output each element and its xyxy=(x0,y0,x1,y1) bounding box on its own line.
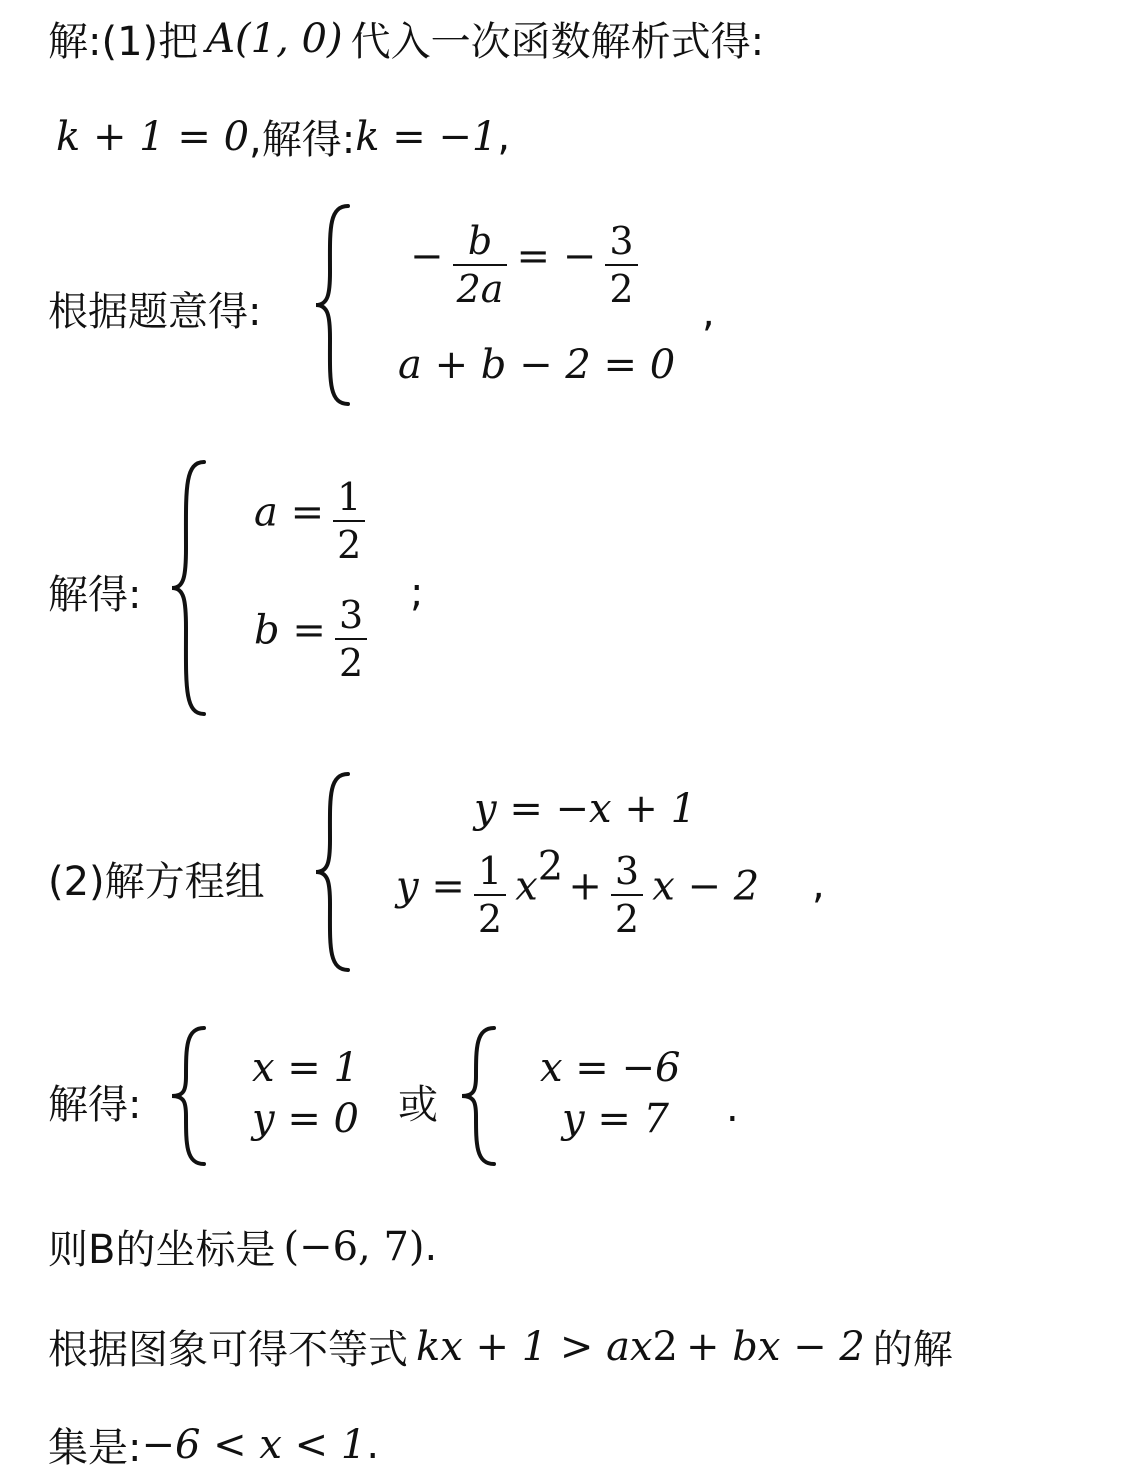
system-1-eq2: a + b − 2 = 0 xyxy=(398,342,676,388)
solution-set-end: . xyxy=(366,1421,380,1468)
point-a: A(1, 0) xyxy=(206,15,343,62)
solution-set: −6 < x < 1 xyxy=(141,1421,367,1468)
fraction: $\frac{1}{2}$ xyxy=(474,852,506,938)
solution-2-x: x = −6 xyxy=(540,1045,681,1091)
system-2-eq2: y = $\frac{1}{2}$ $x^2$ + $\frac{3}{2}$ x − 2 xyxy=(396,843,760,941)
k-equation-line xyxy=(56,108,510,165)
inequality-lhs: kx + 1 > ax xyxy=(416,1323,653,1370)
inequality-rhs: + bx − 2 xyxy=(686,1323,865,1370)
fraction: $\frac{1}{2}$ xyxy=(333,478,365,564)
fraction: $\frac{b}{2a}$ xyxy=(453,222,508,308)
solution-ab-end: ; xyxy=(410,570,424,616)
left-brace-icon xyxy=(312,202,352,408)
left-brace-icon xyxy=(168,1024,208,1168)
solution-xy-label: 解得: xyxy=(48,1082,142,1128)
left-brace-icon xyxy=(312,770,352,974)
fraction: $\frac{3}{2}$ xyxy=(605,222,637,308)
system-1-eq1: − $\frac{b}{2a}$ = − $\frac{3}{2}$ xyxy=(410,222,642,308)
b-coordinate-text: 则B的坐标是 xyxy=(48,1227,276,1273)
system-2-eq1: y = −x + 1 xyxy=(474,786,697,832)
b-coordinate: (−6, 7) xyxy=(283,1223,425,1270)
solution-1-y: y = 0 xyxy=(252,1096,359,1142)
left-brace-icon xyxy=(458,1024,498,1168)
step1-text: 代入一次函数解析式得: xyxy=(350,19,765,65)
b-coordinate-line xyxy=(48,1218,437,1275)
k-value: k = −1 xyxy=(355,113,498,160)
k-end: , xyxy=(497,113,511,160)
solution-ab-label: 解得: xyxy=(48,572,142,618)
system-2-end: , xyxy=(812,862,825,908)
b-value: b = $\frac{3}{2}$ xyxy=(254,596,371,682)
fraction: $\frac{3}{2}$ xyxy=(335,596,367,682)
solution-2-y: y = 7 xyxy=(562,1096,669,1142)
inequality-end: 的解 xyxy=(872,1327,953,1373)
system-2-label: (2)解方程组 xyxy=(48,859,265,905)
step1-label: 解:(1)把 xyxy=(48,19,199,65)
solution-xy-end: . xyxy=(726,1085,739,1131)
system-1-label: 根据题意得: xyxy=(48,289,262,335)
left-brace-icon xyxy=(168,458,208,718)
solution-1-x: x = 1 xyxy=(252,1045,359,1091)
or-word: 或 xyxy=(398,1082,438,1128)
solution-set-line xyxy=(48,1416,379,1473)
solution-set-text: 集是: xyxy=(48,1425,142,1471)
k-equation: k + 1 = 0 xyxy=(56,113,250,160)
system-1-end: , xyxy=(702,290,715,336)
step1-intro xyxy=(48,10,764,67)
fraction: $\frac{3}{2}$ xyxy=(611,852,643,938)
inequality-text: 根据图象可得不等式 xyxy=(48,1327,408,1373)
a-value: a = $\frac{1}{2}$ xyxy=(254,478,369,564)
inequality-line: 根据图象可得不等式 kx + 1 > ax 2 + bx − 2 的解 xyxy=(48,1318,953,1375)
k-solve-label: ,解得: xyxy=(249,117,356,163)
b-coordinate-end: . xyxy=(424,1223,438,1270)
